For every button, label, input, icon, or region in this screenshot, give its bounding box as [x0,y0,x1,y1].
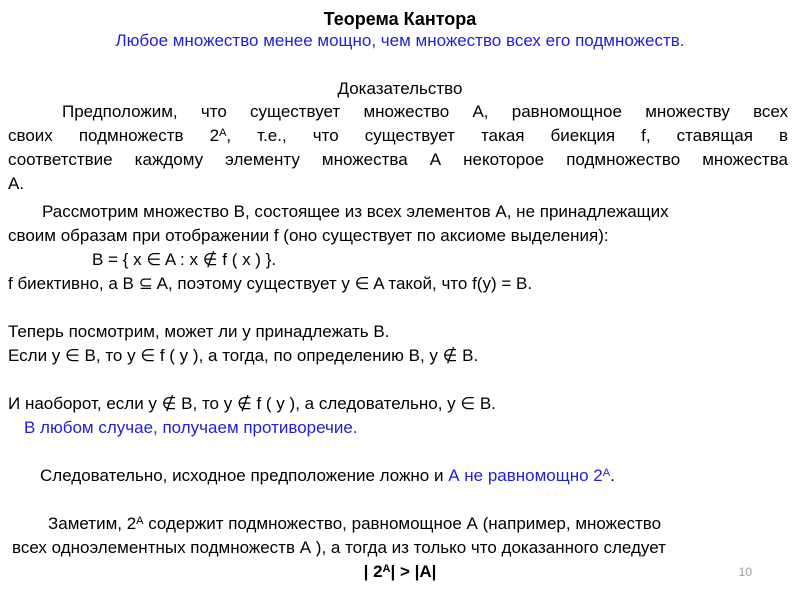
para1-line1: Предположим, что существует множество А, равномощное множеству всех [62,102,788,121]
page-number: 10 [738,565,752,579]
note-line1-sup: А [136,515,144,527]
slide-title: Теорема Кантора [323,9,477,29]
para3-line2: Если y ∈ B, то y ∈ f ( y ), а тогда, по определению B, y ∉ B. [8,346,479,365]
contradiction-line: В любом случае, получаем противоречие. [24,418,358,437]
para2-line4: f биективно, а B ⊆ A, поэтому существует y ∈ A такой, что f(y) = B. [8,274,533,293]
result-sup: А [382,563,391,575]
para2-line2: своим образам при отображении f (оно существует по аксиоме выделения): [8,226,609,245]
note-line1-b: содержит подмножество, равномощное А (например, множество [143,514,662,533]
para1-line2-b: , т.е., что существует такая биекция f, ставящая в [226,126,788,145]
conclusion-text: Следовательно, исходное предположение ложно и [40,466,449,485]
para1-line4: А. [8,174,25,193]
set-b-formula: B = { x ∈ A : x ∉ f ( x ) }. [92,250,277,269]
proof-heading: Доказательство [337,79,463,98]
cardinality-result [0,561,800,583]
para3-line1: Теперь посмотрим, может ли y принадлежать B. [8,322,390,341]
conclusion-line [40,465,615,487]
para4-line1: И наоборот, если y ∉ B, то y ∉ f ( y ), а следовательно, y ∈ B. [8,394,496,413]
conclusion-sup: А [602,467,611,479]
para1-line3: соответствие каждому элементу множества А некоторое подмножество множества [8,150,788,169]
theorem-statement: Любое множество менее мощно, чем множество всех его подмножеств. [115,31,685,50]
result-a: | 2 [363,562,383,581]
note-line1 [48,513,661,535]
para1-line2-sup: А [219,127,227,139]
conclusion-end: . [610,466,615,485]
para2-line1: Рассмотрим множество В, состоящее из всех элементов А, не принадлежащих [42,202,669,221]
conclusion-highlight-text: А не равномощно 2 [448,466,603,485]
note-line2: всех одноэлементных подмножеств А ), а тогда из только что доказанного следует [12,538,666,557]
note-line1-a: Заметим, 2 [48,514,137,533]
para1-line2-a: своих подмножеств 2 [8,126,220,145]
conclusion-highlight [448,466,610,485]
result-b: | > |А| [390,562,437,581]
para1-line2 [8,125,788,147]
